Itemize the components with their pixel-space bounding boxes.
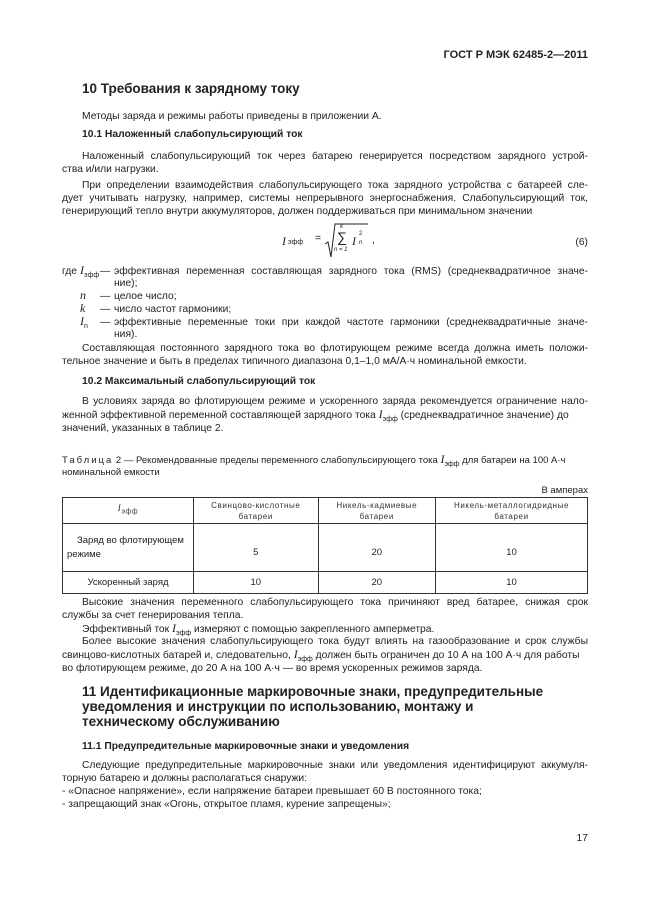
where-text: эффективные переменные токи при каждой частоте гармоники (среднеквадратичные значе- — [114, 317, 588, 328]
section-10-1-title: 10.1 Наложенный слабопульсирующий ток — [82, 129, 303, 140]
paragraph-line: Эффективный ток $I_{эфф}$ измеряют с помощью закрепленного амперметра. — [82, 621, 435, 638]
formula-equals: = — [315, 233, 322, 244]
sum-lower: n = 1 — [334, 247, 348, 253]
bullet-item: - «Опасное напряжение», если напряжение батареи превышает 60 В постоянного тока; — [62, 786, 482, 797]
formula-sup: 2 — [359, 231, 363, 237]
document-code: ГОСТ Р МЭК 62485-2—2011 — [443, 49, 588, 61]
where-lead: где — [62, 266, 78, 277]
formula-term: I — [352, 234, 356, 248]
table-caption: номинальной емкости — [62, 467, 160, 478]
where-text: число частот гармоники; — [114, 304, 232, 315]
table-cell: 10 — [436, 524, 588, 572]
where-text: ние); — [114, 278, 138, 289]
formula-symbol: I — [282, 234, 286, 248]
paragraph-line: торную батарею и должны располагаться снаружи: — [62, 773, 308, 784]
where-dash: — — [100, 317, 111, 328]
paragraph-line: тельное значение и быть в пределах типичного диапазона 0,1–1,0 мА/А·ч номинальной емкости. — [62, 356, 527, 367]
paragraph-line: Следующие предупредительные маркировочные знаки или уведомления идентифицируют аккумуля- — [82, 760, 588, 771]
section-10-2-title: 10.2 Максимальный слабопульсирующий ток — [82, 376, 316, 387]
paragraph-line: генерирующий тепло внутри аккумуляторов, должен поддерживаться при минимальном значении — [62, 206, 533, 217]
section-11-1-title: 11.1 Предупредительные маркировочные знаки и уведомления — [82, 741, 410, 752]
paragraph-line: женной эффективной переменной составляющей зарядного тока $I_{эфф}$ (среднеквадратичное значение) до — [62, 407, 569, 424]
paragraph-line: дует учитывать нагрузку, например, системы непрерывного энергоснабжения. Слабопульсирующий ток, — [62, 193, 588, 204]
paragraph-line: свинцово-кислотных батарей и, следовательно, $I_{эфф}$ должен быть ограничен до 10 А на 100 А·ч для работы — [62, 647, 580, 664]
table-cell: 20 — [318, 524, 436, 572]
where-text: эффективная переменная составляющая зарядного тока (RMS) (среднеквадратичное значе- — [114, 266, 588, 277]
section-11-title: 11 Идентификационные маркировочные знаки, предупредительные — [82, 684, 544, 699]
where-symbol: n — [80, 288, 86, 302]
section-10-intro: Методы заряда и режимы работы приведены в приложении А. — [82, 111, 382, 122]
table-header-cell: Никель-кадмиевые батареи — [318, 498, 436, 524]
table-row-label: Заряд во флотирующем режиме — [63, 524, 194, 572]
formula-sub: n — [359, 240, 363, 246]
where-dash: — — [100, 291, 111, 302]
section-11-title: техническому обслуживанию — [82, 714, 280, 729]
table-row-label: Ускоренный заряд — [63, 572, 194, 594]
paragraph-line: Более высокие значения слабопульсирующего тока будут влиять на газообразование и срок службы — [82, 636, 588, 647]
paragraph-line: Составляющая постоянного зарядного тока во флотирующем режиме всегда должна иметь положи- — [82, 343, 588, 354]
table-header-cell: Никель-металлогидридные батареи — [436, 498, 588, 524]
table-units: В амперах — [541, 485, 588, 496]
table-cell: 5 — [194, 524, 319, 572]
formula-6 — [282, 222, 432, 262]
where-symbol: k — [80, 301, 86, 315]
table-row — [63, 524, 588, 572]
where-symbol: $I_{эфф}$ — [80, 263, 100, 280]
section-10-title: 10 Требования к зарядному току — [82, 81, 300, 96]
table-caption: Таблица 2 — Рекомендованные пределы переменного слабопульсирующего тока $I_{эфф}$ для батареи на 100 А·ч — [62, 452, 566, 468]
table-2 — [62, 497, 588, 594]
paragraph-line: значений, указанных в таблице 2. — [62, 423, 224, 434]
table-cell: 10 — [436, 572, 588, 594]
section-11-title: уведомления и инструкции по использованию, монтажу и — [82, 699, 474, 714]
paragraph-line: При определении взаимодействия слабопульсирующего тока зарядного устройства с батареей сле- — [82, 180, 588, 191]
formula-number: (6) — [575, 237, 588, 248]
paragraph-line: Высокие значения переменного слабопульсирующего тока причиняют вред батарее, снижая срок — [82, 597, 588, 608]
paragraph-line: Наложенный слабопульсирующий ток через батарею генерируется посредством зарядного устрой- — [82, 151, 588, 162]
paragraph-line: во флотирующем режиме, до 20 А на 100 А·ч — во время ускоренных режимов заряда. — [62, 663, 483, 674]
bullet-item: - запрещающий знак «Огонь, открытое пламя, курение запрещены»; — [62, 799, 391, 810]
where-symbol: $I_n$ — [80, 314, 88, 331]
table-row — [63, 572, 588, 594]
paragraph-line: ства и/или нагрузки. — [62, 164, 159, 175]
formula-subscript: эфф — [288, 239, 304, 246]
table-header-cell: Свинцово-кислотные батареи — [194, 498, 319, 524]
sum-upper: k — [340, 224, 343, 230]
where-dash: — — [100, 266, 111, 277]
formula-comma: , — [372, 235, 375, 246]
where-dash: — — [100, 304, 111, 315]
where-text: целое число; — [114, 291, 177, 302]
table-cell: 20 — [318, 572, 436, 594]
paragraph-line: В условиях заряда во флотирующем режиме и ускоренного заряда рекомендуется ограничение нало- — [82, 396, 588, 407]
where-text: ния). — [114, 329, 138, 340]
table-cell: 10 — [194, 572, 319, 594]
paragraph-line: службы за счет генерирования тепла. — [62, 610, 244, 621]
sum-sign: ∑ — [337, 229, 347, 245]
page-number: 17 — [576, 833, 588, 844]
table-header-row — [63, 498, 588, 524]
table-header-cell: $I_{эфф}$ — [63, 498, 194, 524]
